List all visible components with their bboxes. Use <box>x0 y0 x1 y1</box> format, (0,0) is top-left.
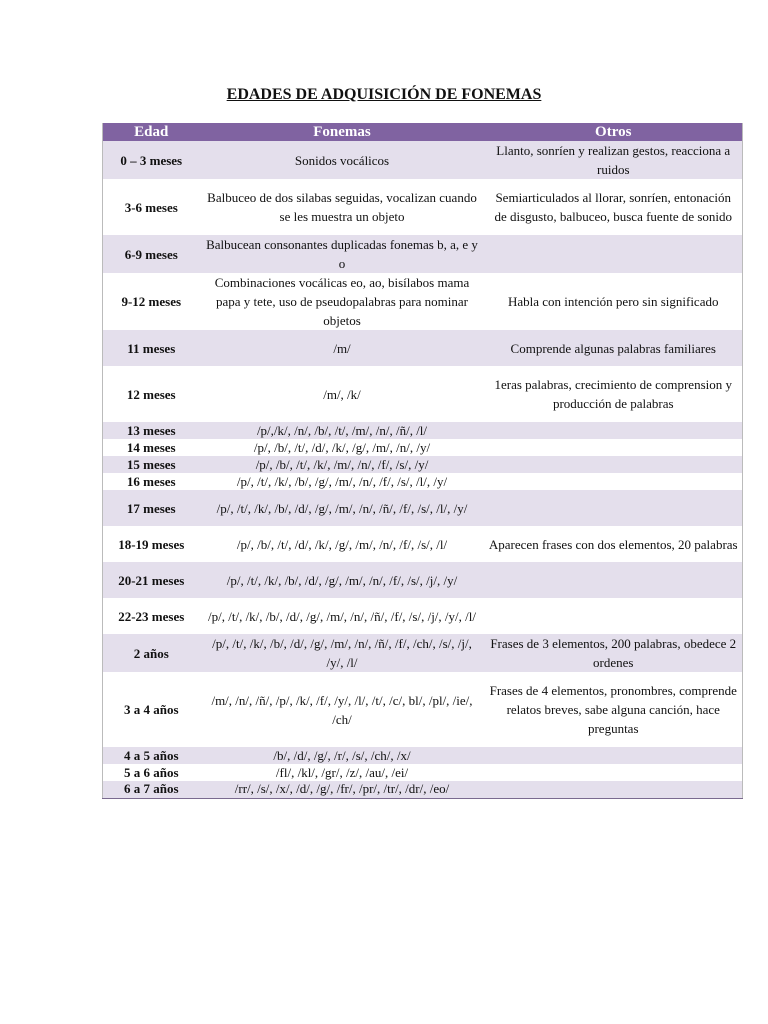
cell-otros <box>485 473 743 490</box>
cell-fonemas: /p/, /t/, /k/, /b/, /g/, /m/, /n/, /f/, /s/, /l/, /y/ <box>200 473 485 490</box>
cell-edad: 18-19 meses <box>103 526 200 562</box>
table-row <box>103 439 743 456</box>
cell-otros: Habla con intención pero sin significado <box>485 273 743 330</box>
cell-fonemas: /p/, /t/, /k/, /b/, /d/, /g/, /m/, /n/, /ñ/, /f/, /s/, /l/, /y/ <box>200 490 485 526</box>
cell-edad: 13 meses <box>103 422 200 439</box>
cell-otros: Comprende algunas palabras familiares <box>485 330 743 366</box>
table-row <box>103 490 743 526</box>
cell-edad: 6-9 meses <box>103 235 200 273</box>
table-row <box>103 330 743 366</box>
cell-edad: 17 meses <box>103 490 200 526</box>
cell-fonemas: /m/ <box>200 330 485 366</box>
cell-fonemas: /b/, /d/, /g/, /r/, /s/, /ch/, /x/ <box>200 747 485 764</box>
cell-otros <box>485 747 743 764</box>
cell-fonemas: /rr/, /s/, /x/, /d/, /g/, /fr/, /pr/, /tr/, /dr/, /eo/ <box>200 781 485 798</box>
cell-otros: Llanto, sonríen y realizan gestos, reacciona a ruidos <box>485 141 743 179</box>
cell-otros: Frases de 4 elementos, pronombres, comprende relatos breves, sabe alguna canción, hace preguntas <box>485 672 743 747</box>
table-row <box>103 366 743 422</box>
cell-otros <box>485 439 743 456</box>
cell-otros <box>485 490 743 526</box>
cell-otros <box>485 422 743 439</box>
cell-edad: 22-23 meses <box>103 598 200 634</box>
cell-fonemas: /p/,/k/, /n/, /b/, /t/, /m/, /n/, /ñ/, /l/ <box>200 422 485 439</box>
cell-otros <box>485 456 743 473</box>
cell-otros <box>485 781 743 798</box>
cell-edad: 9-12 meses <box>103 273 200 330</box>
table-row <box>103 598 743 634</box>
cell-otros: Semiarticulados al llorar, sonríen, entonación de disgusto, balbuceo, busca fuente de sonido <box>485 179 743 235</box>
cell-edad: 2 años <box>103 634 200 672</box>
cell-edad: 0 – 3 meses <box>103 141 200 179</box>
table-row <box>103 456 743 473</box>
table-row <box>103 273 743 330</box>
cell-edad: 5 a 6 años <box>103 764 200 781</box>
cell-edad: 14 meses <box>103 439 200 456</box>
cell-edad: 11 meses <box>103 330 200 366</box>
cell-edad: 3-6 meses <box>103 179 200 235</box>
header-otros: Otros <box>485 123 743 141</box>
cell-fonemas: /p/, /t/, /k/, /b/, /d/, /g/, /m/, /n/, /f/, /s/, /j/, /y/ <box>200 562 485 598</box>
cell-otros <box>485 764 743 781</box>
cell-fonemas: /fl/, /kl/, /gr/, /z/, /au/, /ei/ <box>200 764 485 781</box>
cell-fonemas: /p/, /b/, /t/, /d/, /k/, /g/, /m/, /n/, /f/, /s/, /l/ <box>200 526 485 562</box>
header-fonemas: Fonemas <box>200 123 485 141</box>
table-row <box>103 562 743 598</box>
cell-fonemas: /m/, /n/, /ñ/, /p/, /k/, /f/, /y/, /l/, /t/, /c/, bl/, /pl/, /ie/, /ch/ <box>200 672 485 747</box>
table-row <box>103 235 743 273</box>
cell-edad: 6 a 7 años <box>103 781 200 798</box>
table-row <box>103 747 743 764</box>
header-edad: Edad <box>103 123 200 141</box>
table-row <box>103 526 743 562</box>
cell-edad: 16 meses <box>103 473 200 490</box>
cell-edad: 12 meses <box>103 366 200 422</box>
document-title: EDADES DE ADQUISICIÓN DE FONEMAS <box>226 86 542 103</box>
cell-otros <box>485 562 743 598</box>
cell-edad: 4 a 5 años <box>103 747 200 764</box>
cell-fonemas: Sonidos vocálicos <box>200 141 485 179</box>
table-header-row <box>103 123 743 141</box>
cell-otros: Frases de 3 elementos, 200 palabras, obedece 2 ordenes <box>485 634 743 672</box>
cell-edad: 20-21 meses <box>103 562 200 598</box>
cell-edad: 3 a 4 años <box>103 672 200 747</box>
table-row <box>103 781 743 798</box>
table-row <box>103 764 743 781</box>
cell-edad: 15 meses <box>103 456 200 473</box>
table-row <box>103 634 743 672</box>
table-row <box>103 422 743 439</box>
cell-fonemas: Combinaciones vocálicas eo, ao, bisílabos mama papa y tete, uso de pseudopalabras para nominar objetos <box>200 273 485 330</box>
table-row <box>103 141 743 179</box>
cell-otros: 1eras palabras, crecimiento de comprension y producción de palabras <box>485 366 743 422</box>
cell-otros <box>485 598 743 634</box>
cell-fonemas: /p/, /t/, /k/, /b/, /d/, /g/, /m/, /n/, /ñ/, /f/, /s/, /j/, /y/, /l/ <box>200 598 485 634</box>
cell-fonemas: Balbuceo de dos silabas seguidas, vocalizan cuando se les muestra un objeto <box>200 179 485 235</box>
table-row <box>103 672 743 747</box>
cell-fonemas: /p/, /b/, /t/, /d/, /k/, /g/, /m/, /n/, /y/ <box>200 439 485 456</box>
cell-otros <box>485 235 743 273</box>
cell-fonemas: Balbucean consonantes duplicadas fonemas b, a, e y o <box>200 235 485 273</box>
cell-fonemas: /p/, /b/, /t/, /k/, /m/, /n/, /f/, /s/, /y/ <box>200 456 485 473</box>
cell-fonemas: /p/, /t/, /k/, /b/, /d/, /g/, /m/, /n/, /ñ/, /f/, /ch/, /s/, /j/, /y/, /l/ <box>200 634 485 672</box>
phoneme-table <box>102 123 743 799</box>
cell-fonemas: /m/, /k/ <box>200 366 485 422</box>
table-row <box>103 179 743 235</box>
table-row <box>103 473 743 490</box>
cell-otros: Aparecen frases con dos elementos, 20 palabras <box>485 526 743 562</box>
